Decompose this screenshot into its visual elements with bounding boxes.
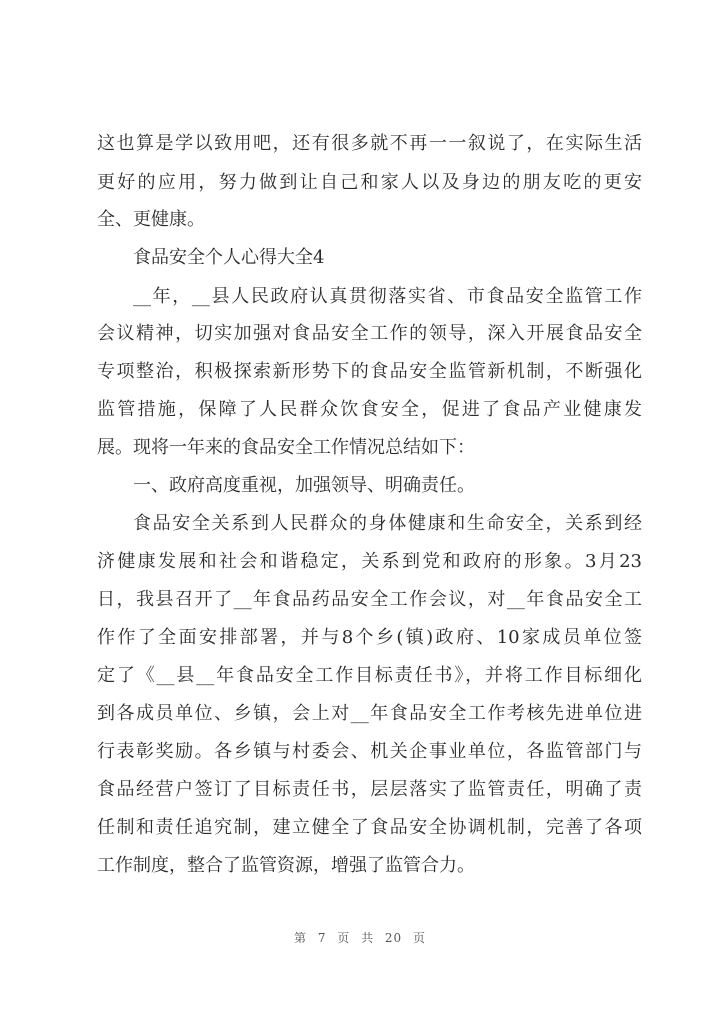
subsection-heading: 一、政府高度重视，加强领导、明确责任。 (133, 475, 475, 496)
body-line: 展。现将一年来的食品安全工作情况总结如下： (97, 437, 475, 458)
body-line: 日，我县召开了__年食品药品安全工作会议，对__年食品安全工 (97, 589, 642, 610)
body-line: 全、更健康。 (97, 209, 205, 230)
body-line: 这也算是学以致用吧，还有很多就不再一一叙说了，在实际生活 (97, 133, 642, 154)
body-line: 行表彰奖励。各乡镇与村委会、机关企事业单位，各监管部门与 (97, 741, 642, 762)
body-line: 食品经营户签订了目标责任书，层层落实了监管责任，明确了责 (97, 779, 642, 800)
body-line: 食品安全关系到人民群众的身体健康和生命安全，关系到经 (133, 513, 642, 534)
body-line: __年，__县人民政府认真贯彻落实省、市食品安全监管工作 (133, 286, 642, 307)
body-line: 济健康发展和社会和谐稳定，关系到党和政府的形象。3月23 (97, 551, 642, 572)
body-line: 定了《__县__年食品安全工作目标责任书》，并将工作目标细化 (97, 665, 642, 686)
body-line: 任制和责任追究制，建立健全了食品安全协调机制，完善了各项 (97, 817, 642, 838)
section-heading: 食品安全个人心得大全4 (133, 247, 325, 268)
body-line: 作作了全面安排部署，并与8个乡(镇)政府、10家成员单位签 (97, 627, 642, 648)
body-line: 更好的应用，努力做到让自己和家人以及身边的朋友吃的更安 (97, 172, 642, 193)
page-number-footer: 第 7 页 共 20 页 (294, 931, 426, 945)
body-line: 专项整治，积极探索新形势下的食品安全监管新机制，不断强化 (97, 361, 642, 382)
body-line: 工作制度，整合了监管资源，增强了监管合力。 (97, 855, 475, 876)
body-line: 到各成员单位、乡镇，会上对__年食品安全工作考核先进单位进 (97, 703, 642, 724)
body-line: 监管措施，保障了人民群众饮食安全，促进了食品产业健康发 (97, 399, 642, 420)
body-line: 会议精神，切实加强对食品安全工作的领导，深入开展食品安全 (97, 323, 642, 344)
